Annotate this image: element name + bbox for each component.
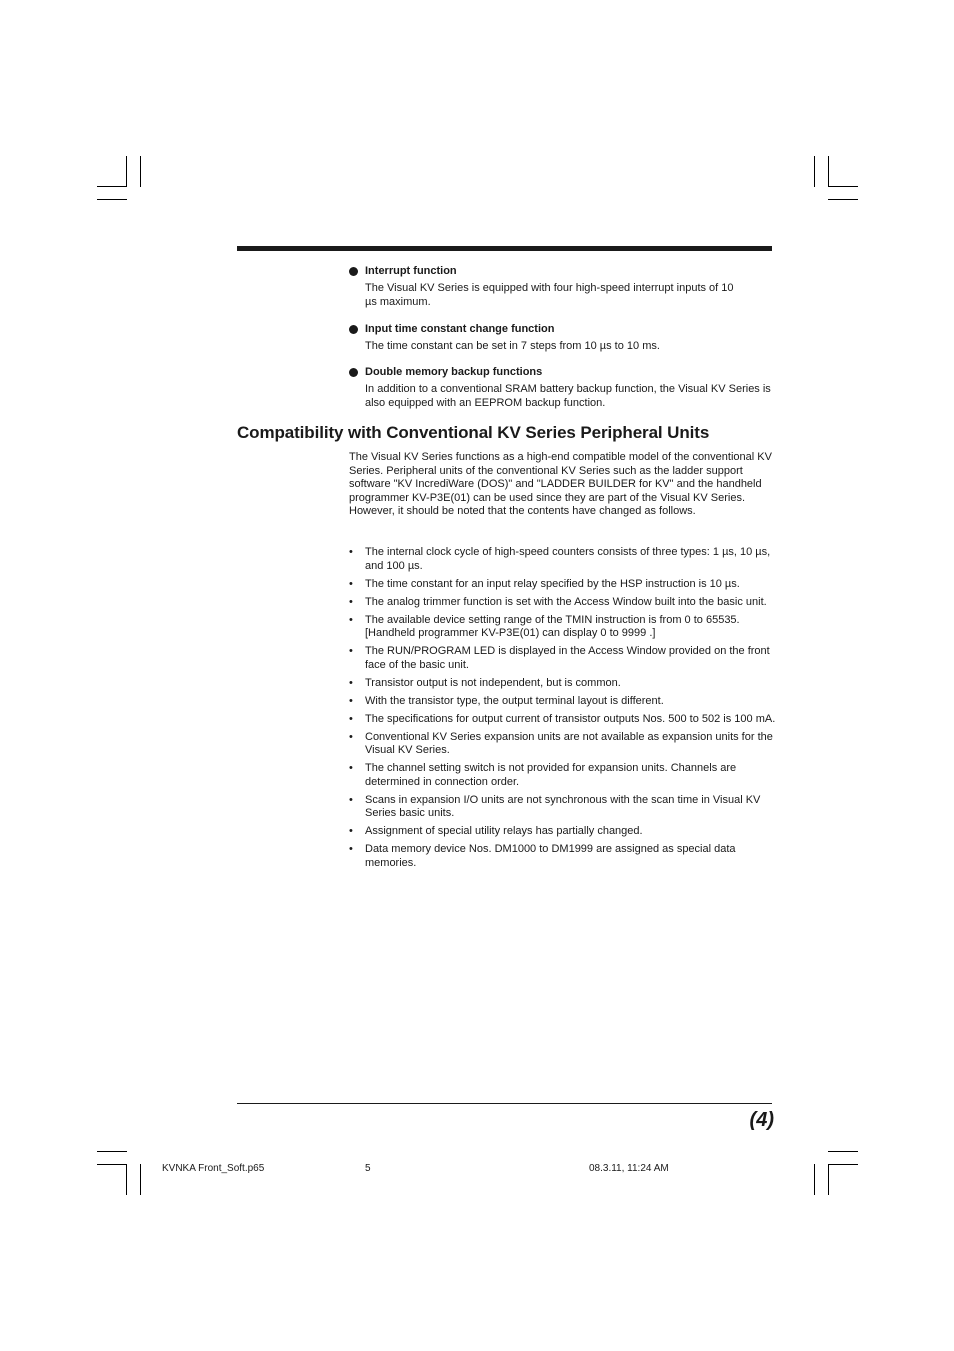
list-item: • The specifications for output current of transistor outputs Nos. 500 to 502 is 100 mA. xyxy=(349,712,776,725)
list-item: • Data memory device Nos. DM1000 to DM1999 are assigned as special data memories. xyxy=(349,843,736,869)
footer-file: KVNKA Front_Soft.p65 xyxy=(162,1163,265,1174)
feature-input-time-constant xyxy=(349,322,774,353)
feature-body: The time constant can be set in 7 steps from 10 µs to 10 ms. xyxy=(365,340,660,352)
list-item: • The time constant for an input relay specified by the HSP instruction is 10 µs. xyxy=(349,577,740,590)
bullet-dot-icon xyxy=(349,368,358,377)
crop-mark xyxy=(97,199,127,200)
crop-mark xyxy=(828,1151,858,1152)
list-item: • The internal clock cycle of high-speed counters consists of three types: 1 µs, 10 µs, and 100 µs. xyxy=(349,546,771,572)
list-item: • The analog trimmer function is set with the Access Window built into the basic unit. xyxy=(349,595,767,608)
bullet-icon: • xyxy=(349,595,353,608)
section-intro xyxy=(349,451,777,519)
crop-mark xyxy=(814,156,815,187)
crop-mark xyxy=(828,1164,829,1195)
bullet-icon: • xyxy=(349,645,353,657)
crop-mark xyxy=(140,1164,141,1195)
bullet-icon: • xyxy=(349,793,353,806)
crop-mark xyxy=(828,199,858,200)
footer-rule xyxy=(237,1103,772,1104)
feature-title: Interrupt function xyxy=(365,265,457,277)
intro-paragraph: However, it should be noted that the contents have changed as follows. xyxy=(349,505,696,517)
crop-mark xyxy=(828,1164,858,1165)
feature-title: Input time constant change function xyxy=(365,323,555,335)
bullet-dot-icon xyxy=(349,325,358,334)
crop-mark xyxy=(814,1164,815,1195)
list-item: • Scans in expansion I/O units are not synchronous with the scan time in Visual KV Series basic units. xyxy=(349,793,761,819)
feature-title: Double memory backup functions xyxy=(365,366,543,378)
footer-timestamp: 08.3.11, 11:24 AM xyxy=(589,1163,669,1174)
list-item: • The available device setting range of the TMIN instruction is from 0 to 65535. [Handheld programmer KV-P3E(01) can display 0 to 9999 .] xyxy=(349,613,740,639)
crop-mark xyxy=(97,186,127,187)
bullet-icon: • xyxy=(349,712,353,725)
changes-list xyxy=(349,546,777,875)
feature-memory-backup xyxy=(349,365,774,410)
list-item: • The RUN/PROGRAM LED is displayed in the Access Window provided on the front face of the basic unit. xyxy=(349,645,770,671)
crop-mark xyxy=(126,1164,127,1195)
footer-page: 5 xyxy=(365,1163,371,1174)
section-heading: Compatibility with Conventional KV Series Peripheral Units xyxy=(237,423,710,442)
bullet-dot-icon xyxy=(349,267,358,276)
feature-body: The Visual KV Series is equipped with four high-speed interrupt inputs of 10 µs maximum. xyxy=(365,282,734,308)
bullet-icon: • xyxy=(349,762,353,774)
bullet-icon: • xyxy=(349,730,353,743)
crop-mark xyxy=(97,1151,127,1152)
bullet-icon: • xyxy=(349,843,353,855)
header-rule xyxy=(237,246,772,251)
bullet-icon: • xyxy=(349,676,353,689)
bullet-icon: • xyxy=(349,613,353,626)
crop-mark xyxy=(126,156,127,187)
crop-mark xyxy=(828,156,829,187)
feature-body: In addition to a conventional SRAM battery backup function, the Visual KV Series is also equipped with an EEPROM backup function. xyxy=(365,383,771,409)
intro-paragraph: The Visual KV Series functions as a high-end compatible model of the conventional KV Series. Peripheral units of the conventional KV Series such as the ladder support software "KV IncrediWare (DOS)" and "LADDER BUILDER for KV" and the handheld programmer KV-P3E(01) can be used since they are part of the Visual KV Series. xyxy=(349,451,772,504)
crop-mark xyxy=(140,156,141,187)
list-item: • With the transistor type, the output terminal layout is different. xyxy=(349,694,664,707)
crop-mark xyxy=(828,186,858,187)
bullet-icon: • xyxy=(349,546,353,558)
feature-interrupt xyxy=(349,264,774,309)
list-item: • Conventional KV Series expansion units are not available as expansion units for the Visual KV Series. xyxy=(349,730,773,756)
crop-mark xyxy=(97,1164,127,1165)
list-item: • The channel setting switch is not provided for expansion units. Channels are determined in connection order. xyxy=(349,762,737,788)
bullet-icon: • xyxy=(349,577,353,590)
bullet-icon: • xyxy=(349,825,353,837)
list-item: • Assignment of special utility relays has partially changed. xyxy=(349,825,643,837)
bullet-icon: • xyxy=(349,694,353,707)
page-number: (4) xyxy=(749,1109,774,1131)
list-item: • Transistor output is not independent, but is common. xyxy=(349,676,621,689)
